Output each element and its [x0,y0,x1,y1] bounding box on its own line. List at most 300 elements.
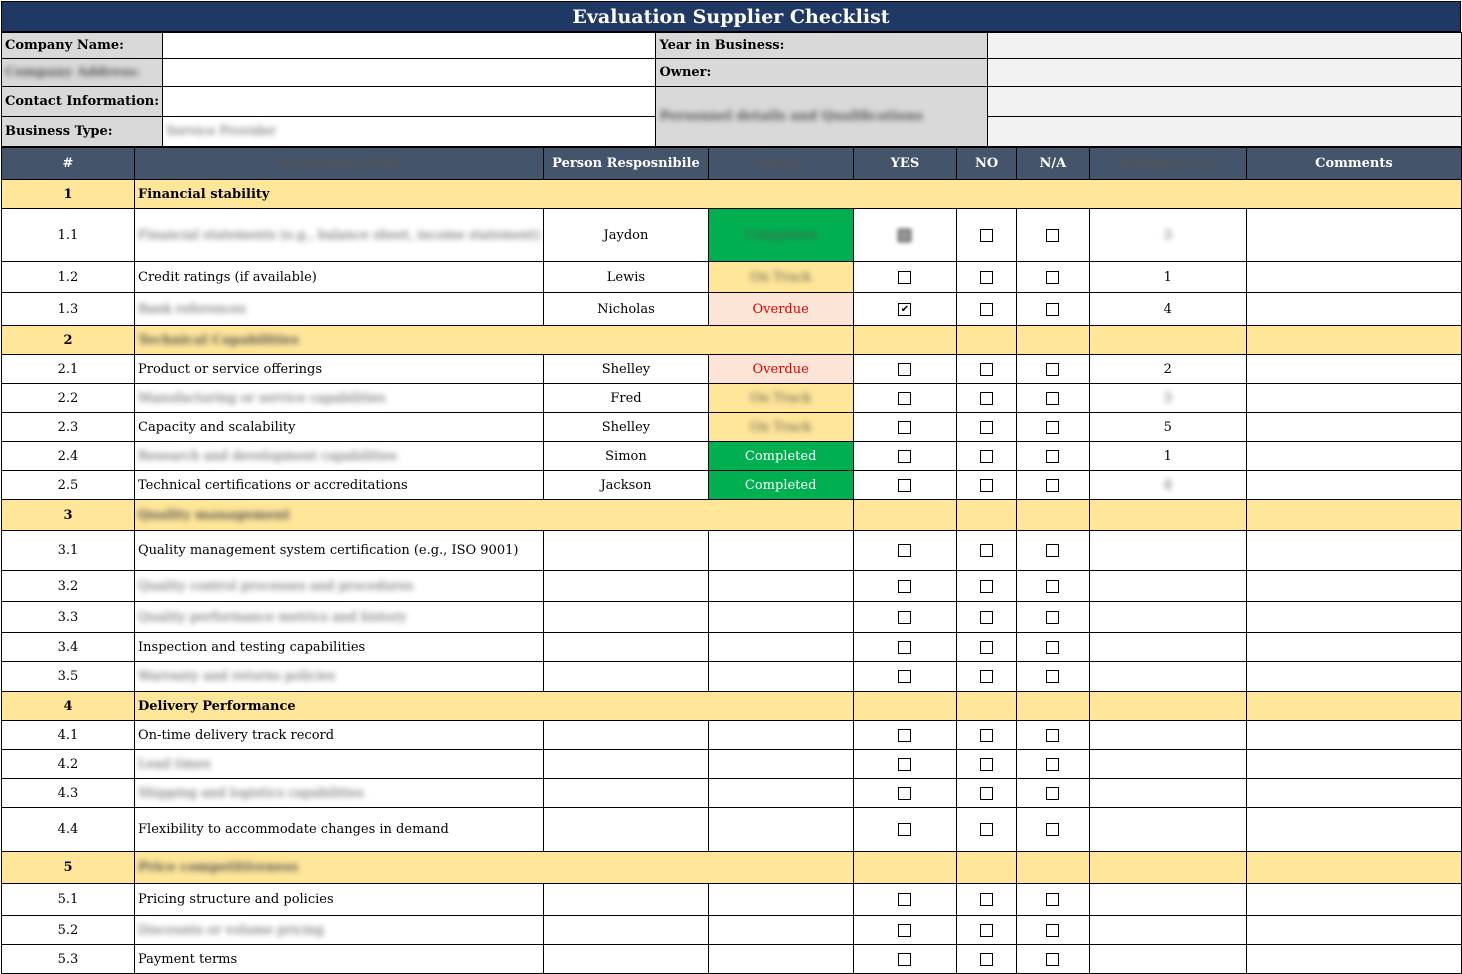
na-checkbox[interactable] [1046,893,1059,906]
no-checkbox[interactable] [980,924,993,937]
person-responsible[interactable] [544,750,709,779]
table-row [2,413,1462,442]
yes-cell[interactable] [853,916,957,945]
na-cell[interactable] [1016,916,1089,945]
item-number-text: 5.1 [57,892,79,907]
no-checkbox[interactable] [980,823,993,836]
no-checkbox[interactable] [980,271,993,284]
personnel-field-2[interactable] [987,117,1461,147]
person-responsible[interactable] [544,571,709,602]
no-cell[interactable] [957,442,1017,471]
yes-checkbox[interactable] [898,392,911,405]
rating-cell[interactable] [1089,571,1246,602]
status-cell[interactable] [708,633,853,662]
na-cell[interactable] [1016,293,1089,326]
rating-cell[interactable] [1089,721,1246,750]
yes-cell[interactable] [853,884,957,916]
rating-cell[interactable] [1089,945,1246,974]
comments-cell[interactable] [1246,413,1461,442]
evaluation-field-text: Bank references [138,301,247,317]
status-cell[interactable] [708,413,853,442]
evaluation-field-text: Inspection and testing capabilities [138,639,366,655]
yes-cell[interactable] [853,808,957,852]
na-checkbox[interactable] [1046,229,1059,242]
table-row [2,571,1462,602]
item-number [2,602,135,633]
comments-cell[interactable] [1246,602,1461,633]
na-checkbox[interactable] [1046,580,1059,593]
section-title-text: Quality management [138,507,291,523]
yes-checkbox[interactable] [898,670,911,683]
yes-cell[interactable] [853,571,957,602]
person-responsible[interactable] [544,633,709,662]
item-number-text: 1.1 [57,227,79,243]
person-responsible[interactable] [544,355,709,384]
no-cell[interactable] [957,945,1017,974]
yes-cell[interactable] [853,662,957,692]
no-checkbox[interactable] [980,421,993,434]
section-number-text: 3 [63,507,73,523]
evaluation-field [135,384,544,413]
no-cell[interactable] [957,413,1017,442]
na-checkbox[interactable] [1046,670,1059,683]
na-cell[interactable] [1016,779,1089,808]
status-cell[interactable] [708,945,853,974]
evaluation-field-text: Credit ratings (if available) [138,269,317,285]
rating-cell[interactable] [1089,808,1246,852]
evaluation-field [135,571,544,602]
no-cell[interactable] [957,471,1017,500]
yes-cell[interactable] [853,633,957,662]
na-cell[interactable] [1016,884,1089,916]
na-checkbox[interactable] [1046,823,1059,836]
yes-cell[interactable] [853,384,957,413]
status-badge: Completed [744,448,817,464]
section-rating-cell [1089,500,1246,531]
comments-cell[interactable] [1246,442,1461,471]
na-cell[interactable] [1016,945,1089,974]
na-checkbox[interactable] [1046,544,1059,557]
no-checkbox[interactable] [980,787,993,800]
no-cell[interactable] [957,779,1017,808]
comments-cell[interactable] [1246,633,1461,662]
na-cell[interactable] [1016,602,1089,633]
no-checkbox[interactable] [980,729,993,742]
yes-checkbox[interactable] [898,823,911,836]
evaluation-field-text: Warranty and returns policies [138,669,335,684]
yes-cell[interactable] [853,721,957,750]
section-number [2,500,135,531]
status-cell[interactable] [708,884,853,916]
business-type-field[interactable] [163,117,656,147]
status-cell[interactable] [708,571,853,602]
na-cell[interactable] [1016,633,1089,662]
comments-cell[interactable] [1246,750,1461,779]
person-responsible[interactable] [544,916,709,945]
person-responsible[interactable] [544,531,709,571]
comments-cell[interactable] [1246,662,1461,692]
section-no-cell [957,692,1017,721]
comments-cell[interactable] [1246,531,1461,571]
comments-cell[interactable] [1246,262,1461,293]
na-cell[interactable] [1016,721,1089,750]
no-checkbox[interactable] [980,303,993,316]
rating-cell[interactable] [1089,442,1246,471]
no-checkbox[interactable] [980,893,993,906]
item-number [2,413,135,442]
section-comment-cell [1246,692,1461,721]
rating-cell[interactable] [1089,633,1246,662]
section-number [2,326,135,355]
section-yes-cell [853,852,957,884]
rating-cell[interactable] [1089,384,1246,413]
header-row [2,148,1462,180]
evaluation-field-text: Financial statements (e.g., balance sheet, income statement) [138,227,541,243]
evaluation-field [135,355,544,384]
section-rating-cell [1089,326,1246,355]
rating-cell[interactable] [1089,531,1246,571]
yes-checkbox[interactable] [898,271,911,284]
header-status-text: Status [757,156,804,171]
person-responsible[interactable] [544,413,709,442]
section-row [2,852,1462,884]
company-name-label: Company Name: [2,33,163,59]
person-responsible[interactable] [544,209,709,262]
evaluation-field-text: Capacity and scalability [138,419,296,435]
section-title-text: Financial stability [138,186,270,202]
rating-value: 3 [1163,390,1172,406]
section-title-text: Technical Capabilities [138,332,299,348]
table-row [2,293,1462,326]
company-address-field[interactable] [163,59,656,87]
na-checkbox[interactable] [1046,924,1059,937]
comments-cell[interactable] [1246,355,1461,384]
no-checkbox[interactable] [980,641,993,654]
section-title [135,500,854,531]
comments-cell[interactable] [1246,721,1461,750]
na-cell[interactable] [1016,471,1089,500]
yes-cell[interactable] [853,442,957,471]
no-checkbox[interactable] [980,363,993,376]
person-responsible[interactable] [544,442,709,471]
no-checkbox[interactable] [980,450,993,463]
na-checkbox[interactable] [1046,421,1059,434]
no-checkbox[interactable] [980,611,993,624]
yes-checkbox[interactable] [898,229,911,242]
na-checkbox[interactable] [1046,758,1059,771]
status-cell[interactable] [708,662,853,692]
no-cell[interactable] [957,750,1017,779]
year-in-business-label: Year in Business: [656,33,987,59]
no-cell[interactable] [957,602,1017,633]
na-checkbox[interactable] [1046,641,1059,654]
item-number [2,571,135,602]
status-cell[interactable] [708,442,853,471]
na-cell[interactable] [1016,355,1089,384]
yes-cell[interactable] [853,945,957,974]
yes-checkbox[interactable]: ✔ [898,303,911,316]
status-badge: Overdue [752,361,809,377]
evaluation-field [135,779,544,808]
evaluation-field-text: Pricing structure and policies [138,892,334,907]
rating-cell[interactable] [1089,262,1246,293]
rating-cell[interactable] [1089,209,1246,262]
person-responsible[interactable] [544,779,709,808]
item-number [2,779,135,808]
person-responsible[interactable] [544,602,709,633]
item-number-text: 4.1 [57,727,79,743]
section-row [2,500,1462,531]
na-cell[interactable] [1016,442,1089,471]
section-comment-cell [1246,326,1461,355]
section-number [2,180,135,209]
rating-cell[interactable] [1089,471,1246,500]
na-checkbox[interactable] [1046,953,1059,966]
evaluation-field [135,662,544,692]
evaluation-field [135,945,544,974]
table-row [2,355,1462,384]
no-cell[interactable] [957,531,1017,571]
table-row [2,884,1462,916]
yes-cell[interactable] [853,209,957,262]
na-cell[interactable] [1016,750,1089,779]
na-checkbox[interactable] [1046,363,1059,376]
rating-cell[interactable] [1089,413,1246,442]
item-number [2,808,135,852]
person-responsible[interactable] [544,384,709,413]
na-cell[interactable] [1016,571,1089,602]
section-na-cell [1016,326,1089,355]
person-responsible[interactable] [544,262,709,293]
no-cell[interactable] [957,808,1017,852]
na-cell[interactable] [1016,384,1089,413]
no-cell[interactable] [957,384,1017,413]
yes-cell[interactable] [853,413,957,442]
status-cell[interactable] [708,262,853,293]
status-badge: On Track [750,390,812,406]
na-checkbox[interactable] [1046,787,1059,800]
status-cell[interactable] [708,916,853,945]
company-name-field[interactable] [163,33,656,59]
na-checkbox[interactable] [1046,392,1059,405]
rating-cell[interactable] [1089,662,1246,692]
no-checkbox[interactable] [980,392,993,405]
no-cell[interactable] [957,262,1017,293]
rating-cell[interactable] [1089,602,1246,633]
section-yes-cell [853,500,957,531]
comments-cell[interactable] [1246,384,1461,413]
comments-cell[interactable] [1246,945,1461,974]
evaluation-field [135,750,544,779]
yes-checkbox[interactable] [898,641,911,654]
year-in-business-field[interactable] [987,33,1461,59]
na-checkbox[interactable] [1046,611,1059,624]
personnel-field-1[interactable] [987,87,1461,117]
section-title [135,692,854,721]
item-number-text: 5.3 [57,951,79,967]
yes-checkbox[interactable] [898,758,911,771]
comments-cell[interactable] [1246,808,1461,852]
yes-checkbox[interactable] [898,787,911,800]
section-number-text: 4 [63,698,73,714]
comments-cell[interactable] [1246,471,1461,500]
status-cell[interactable] [708,750,853,779]
na-checkbox[interactable] [1046,729,1059,742]
rating-value: 4 [1163,301,1172,317]
no-cell[interactable] [957,916,1017,945]
status-cell[interactable] [708,355,853,384]
person-responsible-text: Jaydon [603,227,649,243]
status-badge: Overdue [752,301,809,317]
item-number-text: 5.2 [57,922,79,938]
na-cell[interactable] [1016,662,1089,692]
yes-checkbox[interactable] [898,363,911,376]
status-cell[interactable] [708,602,853,633]
item-number-text: 4.3 [57,785,79,801]
evaluation-field-text: Manufacturing or service capabilities [138,390,386,406]
na-cell[interactable] [1016,808,1089,852]
status-cell[interactable] [708,779,853,808]
owner-field[interactable] [987,59,1461,87]
section-number [2,692,135,721]
section-no-cell [957,852,1017,884]
person-responsible[interactable] [544,945,709,974]
yes-cell[interactable] [853,750,957,779]
no-cell[interactable] [957,355,1017,384]
rating-cell[interactable] [1089,355,1246,384]
item-number [2,209,135,262]
no-cell[interactable] [957,884,1017,916]
rating-cell[interactable] [1089,750,1246,779]
header-no: NO [957,148,1017,180]
comments-cell[interactable] [1246,884,1461,916]
person-responsible[interactable] [544,721,709,750]
item-number [2,916,135,945]
rating-cell[interactable] [1089,884,1246,916]
item-number-text: 1.2 [57,269,79,285]
no-cell[interactable] [957,633,1017,662]
evaluation-field-text: Payment terms [138,951,238,967]
rating-cell[interactable] [1089,293,1246,326]
na-checkbox[interactable] [1046,450,1059,463]
header-status [708,148,853,180]
na-cell[interactable] [1016,413,1089,442]
comments-cell[interactable] [1246,209,1461,262]
person-responsible[interactable] [544,471,709,500]
yes-cell[interactable] [853,293,957,326]
yes-cell[interactable] [853,779,957,808]
table-row [2,750,1462,779]
na-cell[interactable] [1016,262,1089,293]
person-responsible[interactable] [544,662,709,692]
yes-cell[interactable] [853,471,957,500]
no-checkbox[interactable] [980,758,993,771]
section-row [2,326,1462,355]
yes-checkbox[interactable] [898,924,911,937]
no-checkbox[interactable] [980,229,993,242]
status-cell[interactable] [708,721,853,750]
comments-cell[interactable] [1246,571,1461,602]
yes-checkbox[interactable] [898,421,911,434]
person-responsible[interactable] [544,884,709,916]
na-cell[interactable] [1016,209,1089,262]
na-checkbox[interactable] [1046,479,1059,492]
rating-cell[interactable] [1089,779,1246,808]
no-checkbox[interactable] [980,544,993,557]
na-checkbox[interactable] [1046,271,1059,284]
no-checkbox[interactable] [980,479,993,492]
rating-cell[interactable] [1089,916,1246,945]
evaluation-field [135,293,544,326]
no-checkbox[interactable] [980,580,993,593]
status-cell[interactable] [708,531,853,571]
status-badge: On Track [750,419,812,435]
yes-cell[interactable] [853,531,957,571]
status-cell[interactable] [708,471,853,500]
item-number-text: 2.1 [57,361,79,377]
business-type-value: Service Provider [166,124,276,139]
yes-checkbox[interactable] [898,611,911,624]
contact-info-field[interactable] [163,87,656,117]
rating-value: 1 [1163,269,1172,285]
company-address-label [2,59,163,87]
status-cell[interactable] [708,209,853,262]
table-row [2,442,1462,471]
na-cell[interactable] [1016,531,1089,571]
section-number-text: 1 [63,186,73,202]
header-evaluation-field-text: Evaluation Field [279,156,399,171]
na-checkbox[interactable] [1046,303,1059,316]
evaluation-field [135,413,544,442]
comments-cell[interactable] [1246,293,1461,326]
no-cell[interactable] [957,209,1017,262]
yes-checkbox[interactable] [898,479,911,492]
yes-cell[interactable] [853,262,957,293]
yes-checkbox[interactable] [898,580,911,593]
section-comment-cell [1246,852,1461,884]
yes-cell[interactable] [853,602,957,633]
checklist-body [2,180,1462,974]
evaluation-field [135,808,544,852]
item-number-text: 3.2 [57,578,79,594]
item-number [2,442,135,471]
comments-cell[interactable] [1246,916,1461,945]
evaluation-field [135,531,544,571]
yes-cell[interactable] [853,355,957,384]
status-cell[interactable] [708,293,853,326]
yes-checkbox[interactable] [898,729,911,742]
no-cell[interactable] [957,662,1017,692]
status-cell[interactable] [708,384,853,413]
yes-checkbox[interactable] [898,450,911,463]
no-cell[interactable] [957,293,1017,326]
yes-checkbox[interactable] [898,544,911,557]
comments-cell[interactable] [1246,779,1461,808]
table-row [2,262,1462,293]
no-cell[interactable] [957,721,1017,750]
no-checkbox[interactable] [980,670,993,683]
no-checkbox[interactable] [980,953,993,966]
yes-checkbox[interactable] [898,953,911,966]
item-number-text: 1.3 [57,301,79,317]
no-cell[interactable] [957,571,1017,602]
personnel-label-text: Personnel details and Qualifications [659,109,923,124]
status-cell[interactable] [708,808,853,852]
yes-checkbox[interactable] [898,893,911,906]
person-responsible[interactable] [544,293,709,326]
item-number-text: 2.2 [57,390,79,406]
person-responsible[interactable] [544,808,709,852]
